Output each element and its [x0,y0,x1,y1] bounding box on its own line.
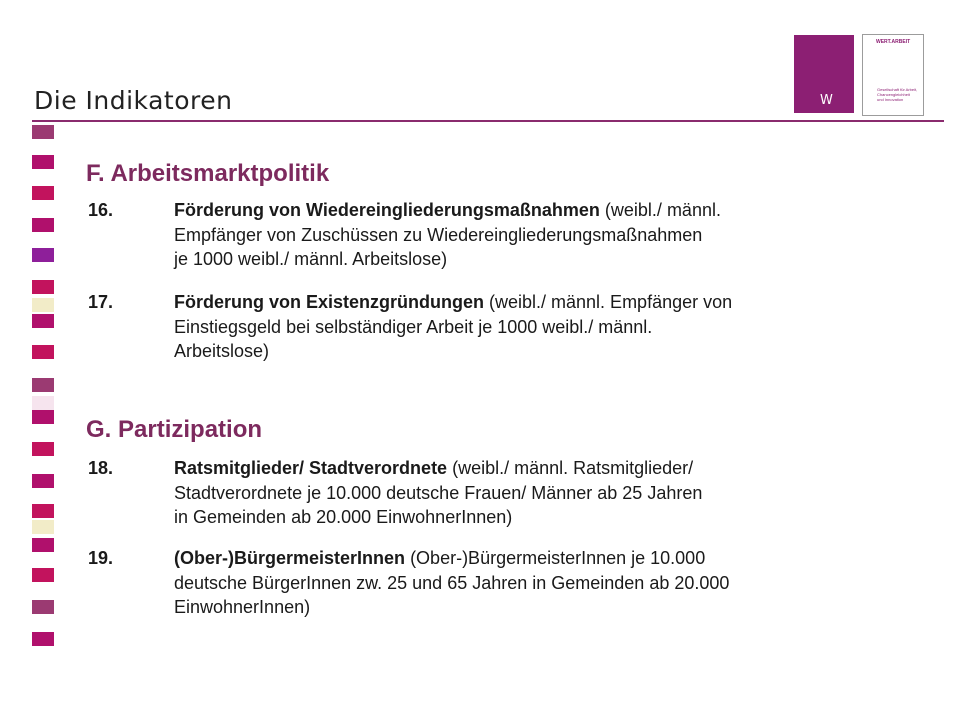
section-heading-partizipation: G. Partizipation [86,416,263,443]
indicator-number: 16. [88,200,114,220]
indicator-title: (Ober-)BürgermeisterInnen [174,548,406,568]
decor-stripe [32,378,54,392]
decor-stripe [32,186,54,200]
decor-stripe [32,568,54,582]
indicator-line: deutsche BürgerInnen zw. 25 und 65 Jahren in Gemeinden ab 20.000 [174,572,730,593]
decor-stripe [32,474,54,488]
decor-stripe [32,280,54,294]
logo-description: Gesellschaft für Arbeit, Chancengleichheit und Innovation [877,87,918,102]
decor-stripe [32,538,54,552]
decor-stripe [32,520,54,534]
logo-brand: WERT.ARBEIT [876,39,911,45]
decor-stripe [32,125,54,139]
indicator-text [174,290,944,364]
logo-card [862,34,924,116]
decor-stripe [32,442,54,456]
indicator-line: (weibl./ männl. [604,200,721,220]
decor-stripe [32,410,54,424]
indicator-text [174,546,944,620]
logo-mark [794,35,854,113]
decor-stripe [32,155,54,169]
decor-stripe [32,314,54,328]
decor-stripe [32,218,54,232]
indicator-title: Förderung von Existenzgründungen [174,292,484,312]
indicator-number: 18. [88,458,114,478]
title-divider [32,120,944,122]
decor-stripe [32,248,54,262]
indicator-line: EinwohnerInnen) [174,597,311,617]
indicator-line: Empfänger von Zuschüssen zu Wiedereingliederungsmaßnahmen [174,224,703,245]
indicator-title: Ratsmitglieder/ Stadtverordnete [174,458,448,478]
decor-stripe [32,298,54,312]
decor-stripe [32,504,54,518]
page-title: Die Indikatoren [34,86,233,115]
indicator-line: in Gemeinden ab 20.000 EinwohnerInnen) [174,507,513,527]
indicator-number: 17. [88,292,114,312]
decor-stripe [32,632,54,646]
indicator-number: 19. [88,548,114,568]
indicator-line: je 1000 weibl./ männl. Arbeitslose) [174,249,448,269]
section-heading-arbeitsmarktpolitik: F. Arbeitsmarktpolitik [86,160,330,187]
logo-mark-letter: W [820,93,833,108]
indicator-text [174,456,944,530]
decor-stripe [32,396,54,410]
indicator-line: Stadtverordnete je 10.000 deutsche Frauen/ Männer ab 25 Jahren [174,482,703,503]
indicator-title: Förderung von Wiedereingliederungsmaßnahmen [174,200,600,220]
decor-stripe [32,600,54,614]
indicator-line: (Ober-)BürgermeisterInnen je 10.000 [410,548,706,568]
decor-stripe [32,345,54,359]
indicator-line: Einstiegsgeld bei selbständiger Arbeit je 1000 weibl./ männl. [174,316,653,337]
indicator-text [174,198,944,272]
indicator-line: (weibl./ männl. Ratsmitglieder/ [452,458,694,478]
indicator-line: Arbeitslose) [174,341,270,361]
indicator-line: (weibl./ männl. Empfänger von [489,292,733,312]
